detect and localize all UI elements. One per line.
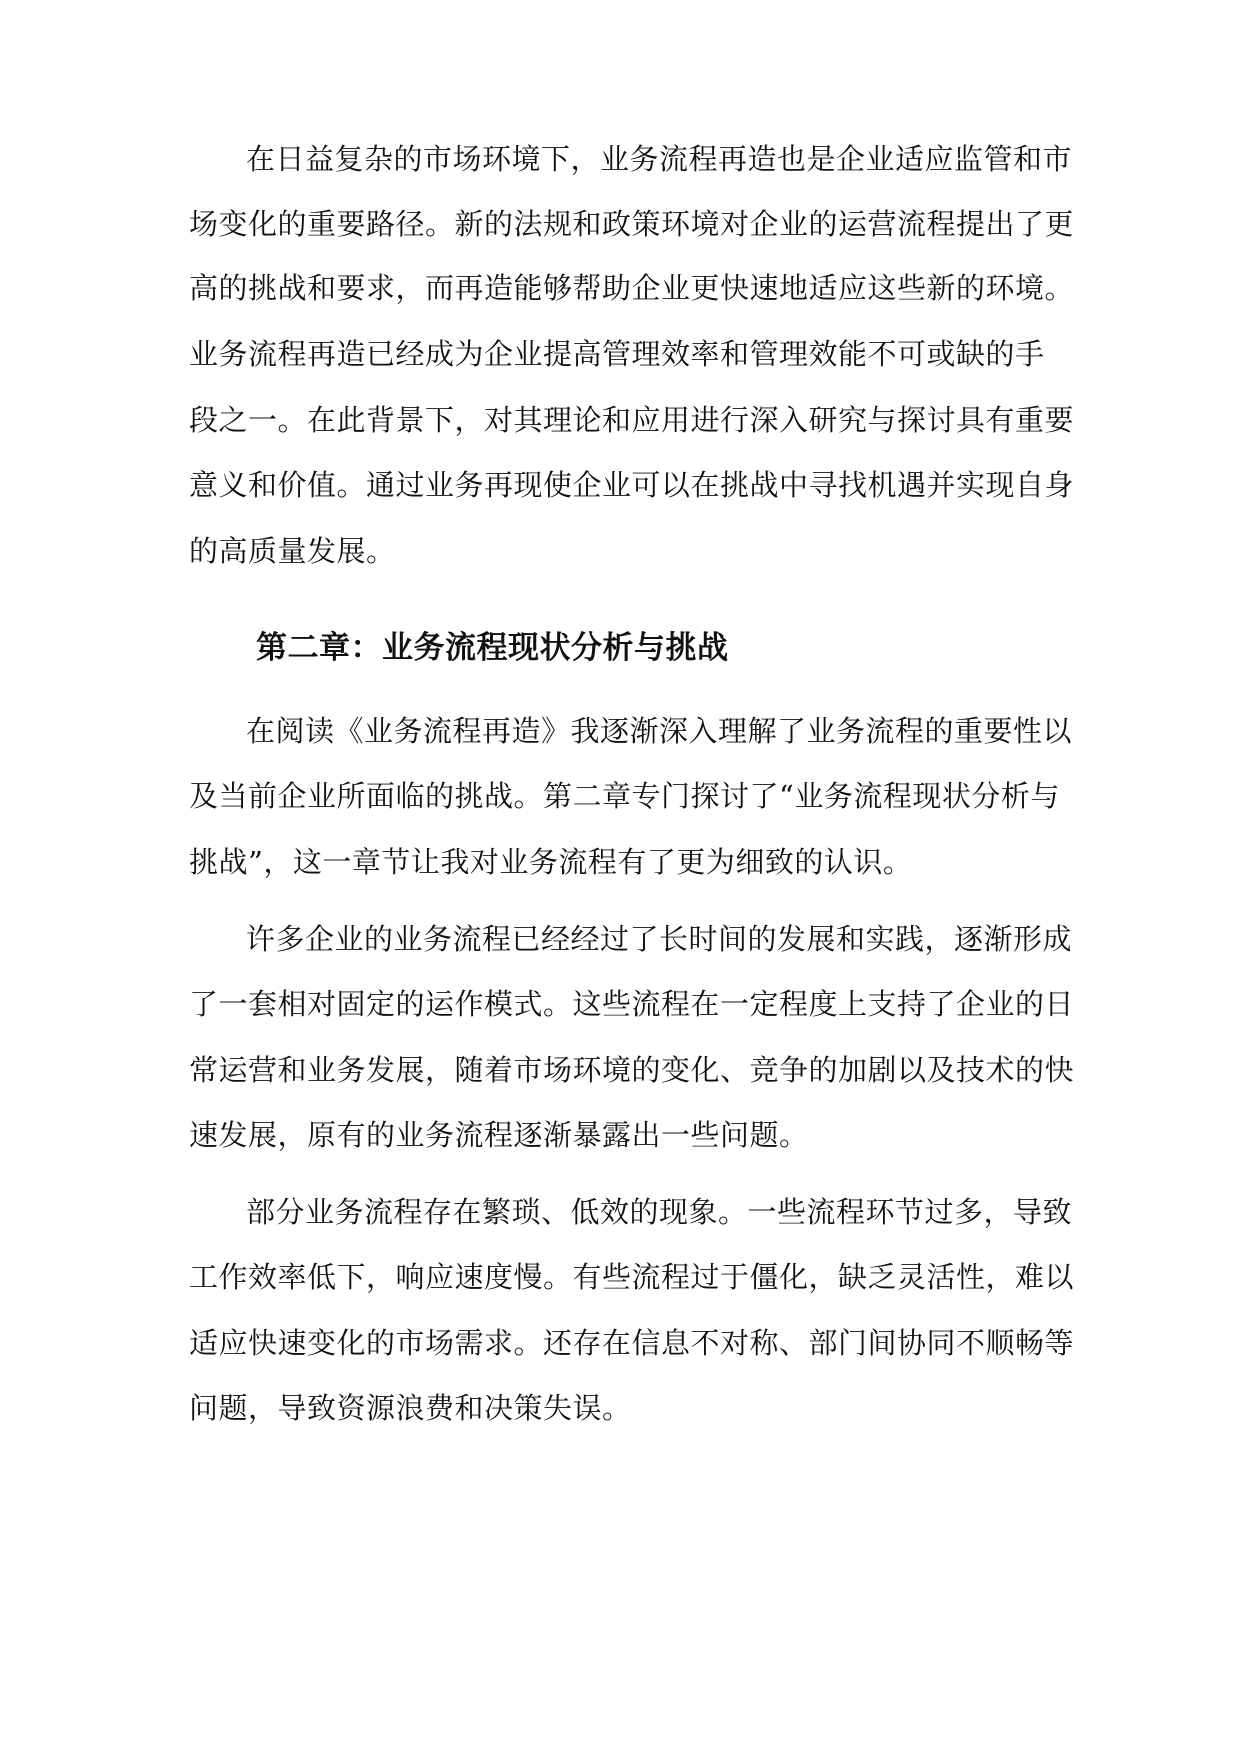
paragraph-3-line-3: 常运营和业务发展，随着市场环境的变化、竞争的加剧以及技术的快 bbox=[189, 1053, 1075, 1087]
paragraph-4-line-3: 适应快速变化的市场需求。还存在信息不对称、部门间协同不顺畅等 bbox=[189, 1326, 1075, 1360]
paragraph-1-line-2: 场变化的重要路径。新的法规和政策环境对企业的运营流程提出了更 bbox=[189, 207, 1075, 241]
paragraph-4-line-4: 问题，导致资源浪费和决策失误。 bbox=[189, 1391, 632, 1425]
paragraph-2-line-3: 挑战”，这一章节让我对业务流程有了更为细致的认识。 bbox=[189, 845, 913, 879]
paragraph-1-line-5: 段之一。在此背景下，对其理论和应用进行深入研究与探讨具有重要 bbox=[189, 403, 1075, 437]
paragraph-3-line-1: 许多企业的业务流程已经经过了长时间的发展和实践，逐渐形成 bbox=[246, 922, 1073, 956]
paragraph-1-line-7: 的高质量发展。 bbox=[189, 534, 396, 568]
paragraph-4-line-2: 工作效率低下，响应速度慢。有些流程过于僵化，缺乏灵活性，难以 bbox=[189, 1260, 1075, 1294]
paragraph-1-line-4: 业务流程再造已经成为企业提高管理效率和管理效能不可或缺的手 bbox=[189, 337, 1045, 371]
paragraph-2-line-1: 在阅读《业务流程再造》我逐渐深入理解了业务流程的重要性以 bbox=[246, 714, 1073, 748]
chapter-heading: 第二章：业务流程现状分析与挑战 bbox=[256, 630, 729, 666]
paragraph-1-line-3: 高的挑战和要求，而再造能够帮助企业更快速地适应这些新的环境。 bbox=[189, 271, 1075, 305]
paragraph-1-line-6: 意义和价值。通过业务再现使企业可以在挑战中寻找机遇并实现自身 bbox=[189, 468, 1075, 502]
paragraph-4-line-1: 部分业务流程存在繁琐、低效的现象。一些流程环节过多，导致 bbox=[246, 1195, 1073, 1229]
paragraph-3-line-4: 速发展，原有的业务流程逐渐暴露出一些问题。 bbox=[189, 1118, 809, 1152]
paragraph-1-line-1: 在日益复杂的市场环境下，业务流程再造也是企业适应监管和市 bbox=[246, 142, 1073, 176]
paragraph-2-line-2: 及当前企业所面临的挑战。第二章专门探讨了“业务流程现状分析与 bbox=[189, 779, 1060, 813]
paragraph-3-line-2: 了一套相对固定的运作模式。这些流程在一定程度上支持了企业的日 bbox=[189, 987, 1075, 1021]
